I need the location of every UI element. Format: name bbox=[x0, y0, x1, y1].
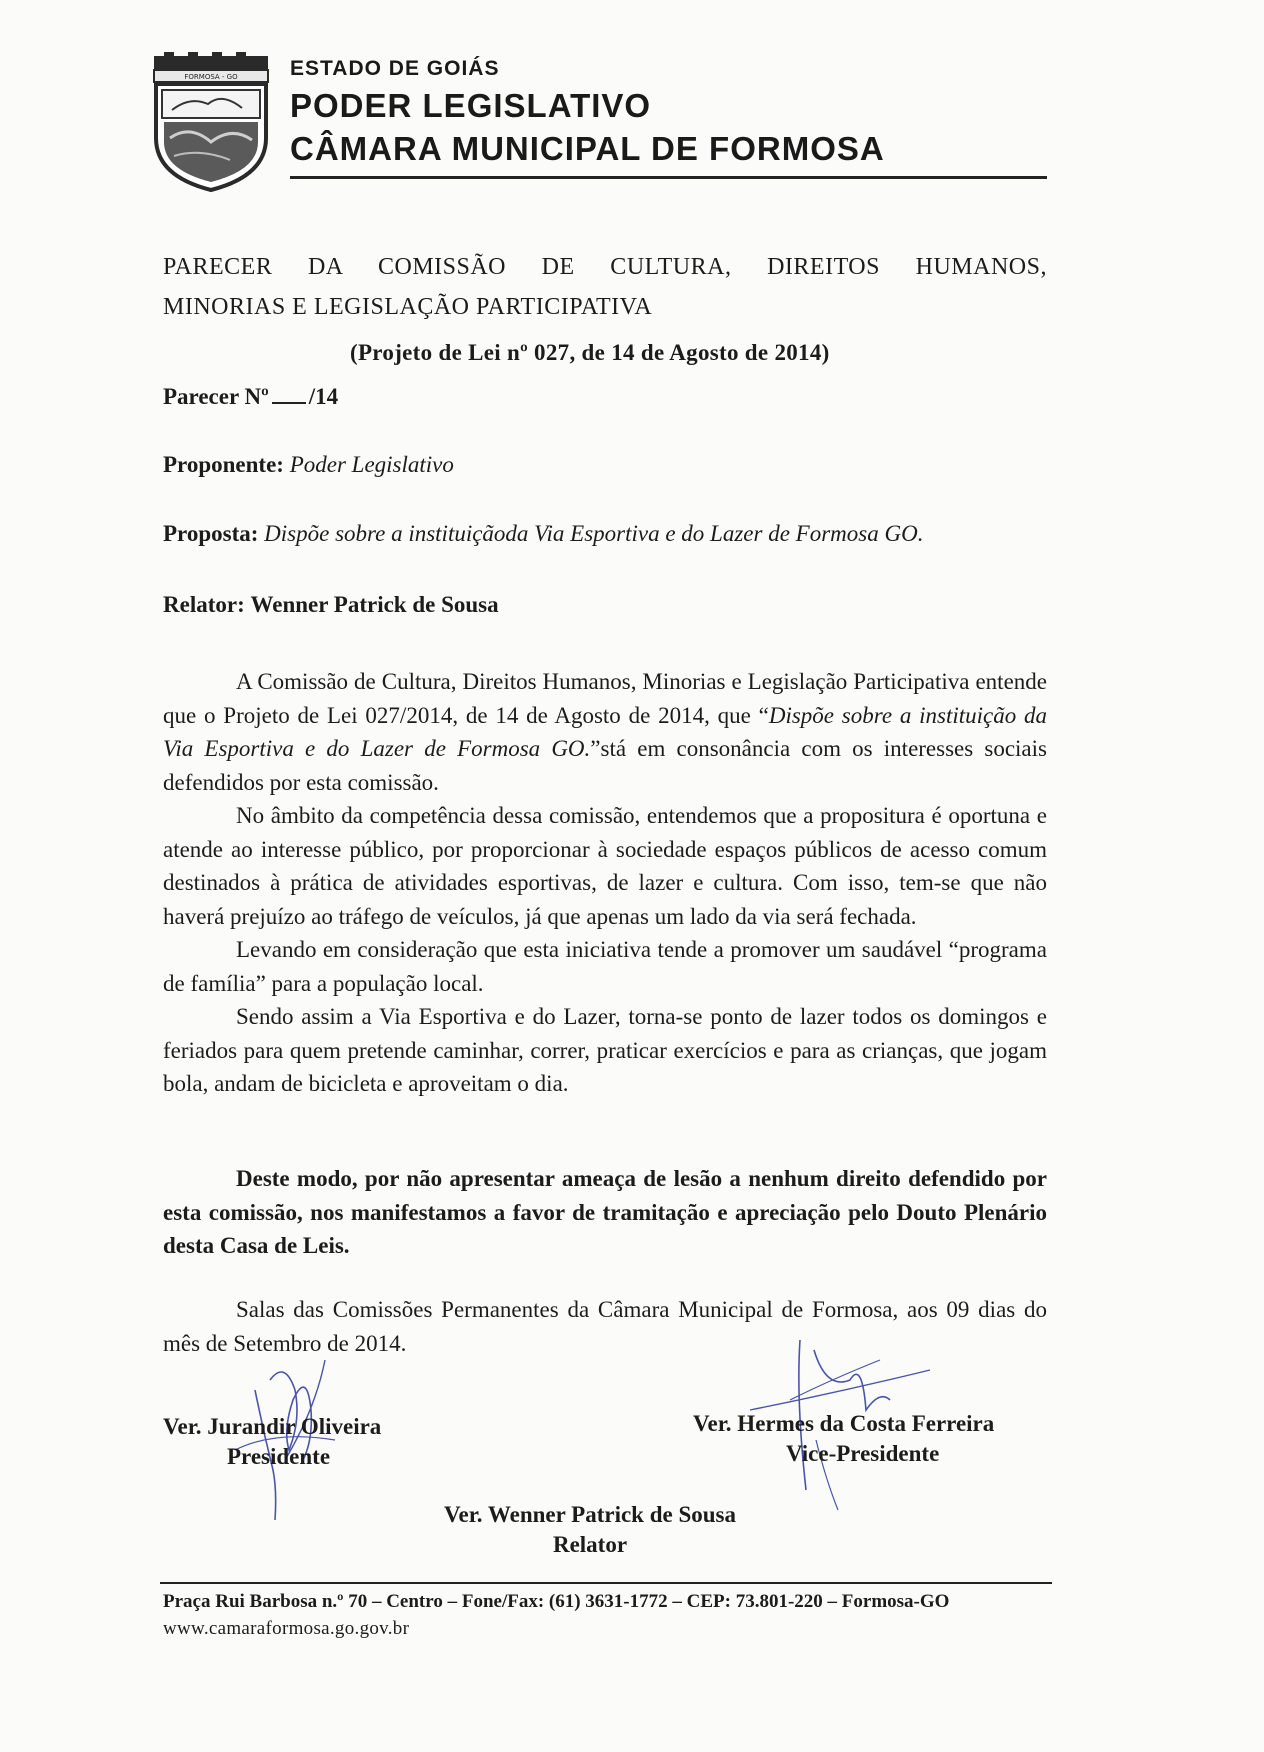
p1-text-b: ”stá em consonância com os interesses sociais defendidos por esta comissão. bbox=[163, 736, 1047, 795]
header-divider bbox=[290, 176, 1047, 179]
letterhead bbox=[290, 56, 885, 170]
proponente-value: Poder Legislativo bbox=[289, 452, 454, 477]
signatory-vice-president bbox=[693, 1409, 994, 1469]
relator-value: Wenner Patrick de Sousa bbox=[250, 592, 499, 617]
parecer-number-blank bbox=[272, 384, 306, 404]
report-title-line1: PARECER DA COMISSÃO DE CULTURA, DIREITOS HUMANOS, bbox=[163, 254, 1047, 280]
p1-text-a: A Comissão de Cultura, Direitos Humanos, Minorias e Legislação Participativa entende que o Projeto de Lei 027/2014, de 14 de Agosto de 2014, que “ bbox=[163, 669, 1047, 728]
crest-label: FORMOSA - GO bbox=[184, 73, 238, 81]
relator-label: Relator: bbox=[163, 592, 245, 617]
body-paragraph-3: Levando em consideração que esta iniciativa tende a promover um saudável “programa de família” para a população local. bbox=[163, 937, 1047, 996]
project-reference: (Projeto de Lei nº 027, de 14 de Agosto de 2014) bbox=[350, 340, 830, 365]
president-role: Presidente bbox=[227, 1444, 331, 1469]
proponente-label: Proponente: bbox=[163, 452, 284, 477]
relator-sign-role: Relator bbox=[552, 1532, 628, 1557]
report-body bbox=[163, 665, 1047, 1101]
vice-president-role: Vice-Presidente bbox=[786, 1441, 940, 1466]
p1-quote: Dispõe sobre a instituição da Via Esportiva e do Lazer de Formosa GO. bbox=[163, 702, 1047, 761]
relator-sign-name: Ver. Wenner Patrick de Sousa bbox=[443, 1502, 736, 1527]
parecer-suffix: /14 bbox=[308, 384, 339, 409]
state-name: ESTADO DE GOIÁS bbox=[290, 57, 500, 80]
body-paragraph-2: No âmbito da competência dessa comissão, entendemos que a propositura é oportuna e atende ao interesse público, por proporcionar à sociedade espaços públicos de acesso comum destinados à prática de atividades esportivas, de lazer e cultura. Com isso, tem-se que não haverá prejuízo ao tráfego de veículos, já que apenas um lado da via será fechada. bbox=[163, 803, 1047, 929]
chamber-name: CÂMARA MUNICIPAL DE FORMOSA bbox=[290, 130, 885, 167]
proposta-label: Proposta: bbox=[163, 521, 259, 546]
proposta-line bbox=[163, 521, 1047, 547]
proposta-value: Dispõe sobre a instituiçãoda Via Esportiva e do Lazer de Formosa GO. bbox=[264, 521, 924, 546]
closing-paragraph: Salas das Comissões Permanentes da Câmara Municipal de Formosa, aos 09 dias do mês de Setembro de 2014. bbox=[163, 1297, 1047, 1356]
vice-president-name: Ver. Hermes da Costa Ferreira bbox=[693, 1411, 995, 1436]
body-paragraph-1 bbox=[163, 665, 1047, 799]
conclusion-paragraph: Deste modo, por não apresentar ameaça de lesão a nenhum direito defendido por esta comissão, nos manifestamos a favor de tramitação e apreciação pelo Douto Plenário desta Casa de Leis. bbox=[163, 1166, 1047, 1258]
relator-line bbox=[163, 592, 1047, 618]
signatory-president bbox=[163, 1412, 381, 1472]
president-name: Ver. Jurandir Oliveira bbox=[163, 1414, 382, 1439]
parecer-number bbox=[163, 384, 1047, 410]
legislative-power: PODER LEGISLATIVO bbox=[290, 87, 652, 124]
proponente-line bbox=[163, 452, 1047, 478]
footer-address: Praça Rui Barbosa n.º 70 – Centro – Fone/Fax: (61) 3631-1772 – CEP: 73.801-220 – Formosa-GO bbox=[163, 1591, 950, 1612]
footer bbox=[163, 1588, 949, 1642]
body-paragraph-4: Sendo assim a Via Esportiva e do Lazer, torna-se ponto de lazer todos os domingos e feriados para quem pretende caminhar, correr, praticar exercícios e para as crianças, que jogam bola, andam de bicicleta e aproveitam o dia. bbox=[163, 1004, 1047, 1096]
signatory-relator bbox=[400, 1500, 780, 1560]
footer-divider bbox=[160, 1582, 1052, 1584]
footer-website: www.camaraformosa.go.gov.br bbox=[163, 1618, 410, 1639]
municipal-crest-icon bbox=[150, 52, 272, 192]
report-title-line2: MINORIAS E LEGISLAÇÃO PARTICIPATIVA bbox=[163, 294, 653, 320]
parecer-prefix: Parecer Nº bbox=[163, 384, 269, 409]
